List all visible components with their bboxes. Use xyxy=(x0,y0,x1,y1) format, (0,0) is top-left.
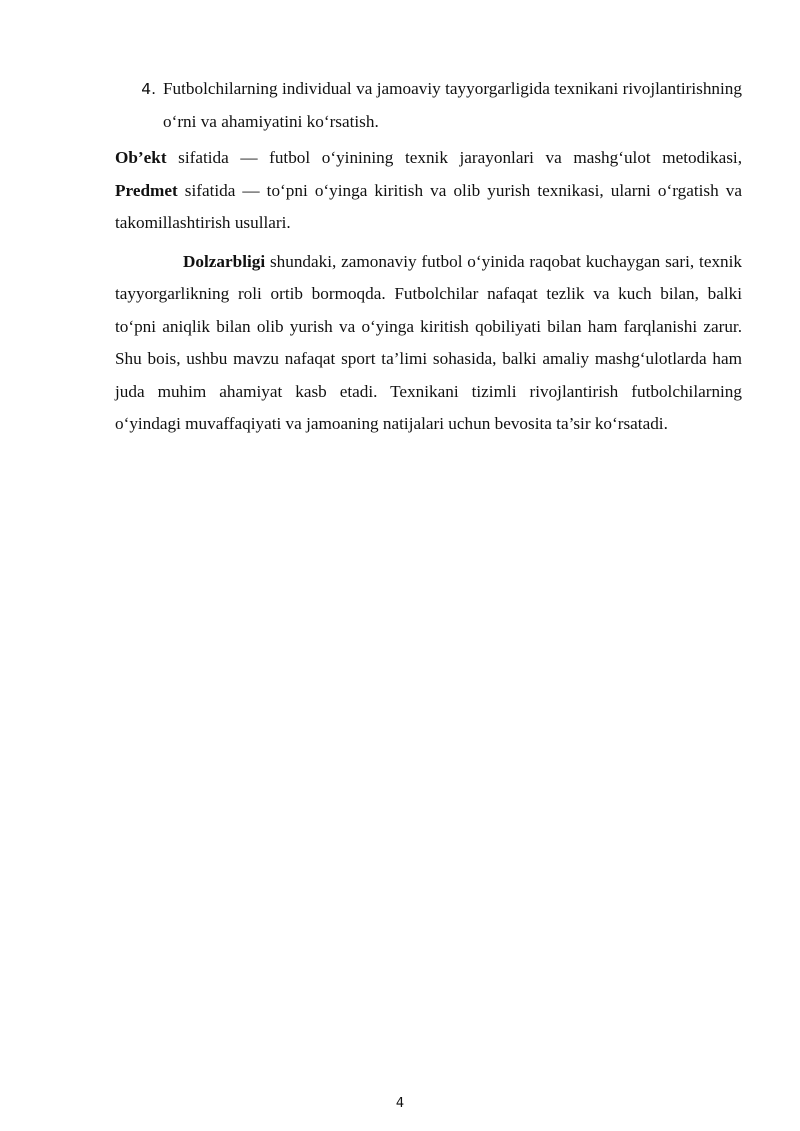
object-text: sifatida — futbol o‘yinining texnik jarayonlari va mashg‘ulot metodikasi, xyxy=(166,148,742,167)
relevance-text: shundaki, zamonaviy futbol o‘yinida raqobat kuchaygan sari, texnik tayyorgarlikning roli ortib bormoqda. Futbolchilar nafaqat tezlik va kuch bilan, balki to‘pni aniqlik bilan olib yurish va o‘yinga kiritish qobiliyati bilan ham farqlanishi zarur. Shu bois, ushbu mavzu nafaqat sport ta’limi sohasida, balki amaliy mashg‘ulotlarda ham juda muhim ahamiyat kasb etadi. Texnikani tizimli rivojlantirish futbolchilarning o‘yindagi muvaffaqiyati va jamoaning natijalari uchun bevosita ta’sir ko‘rsatadi. xyxy=(115,251,742,433)
relevance-label: Dolzarbligi xyxy=(183,251,266,271)
object-subject-paragraph xyxy=(115,142,742,240)
list-item-number: 4. xyxy=(141,80,156,98)
subject-text: sifatida — to‘pni o‘yinga kiritish va olib yurish texnikasi, ularni o‘rgatish va takomillashtirish usullari. xyxy=(115,180,742,232)
object-label: Ob’ekt xyxy=(115,148,167,167)
relevance-paragraph xyxy=(115,246,742,441)
page-number: 4 xyxy=(395,1096,405,1111)
numbered-list xyxy=(115,73,742,138)
subject-label: Predmet xyxy=(115,180,178,200)
list-item xyxy=(115,73,742,138)
page-content xyxy=(115,73,742,441)
list-item-text: Futbolchilarning individual va jamoaviy tayyorgarligida texnikani rivojlantirishning o‘rni va ahamiyatini ko‘rsatish. xyxy=(163,79,742,131)
